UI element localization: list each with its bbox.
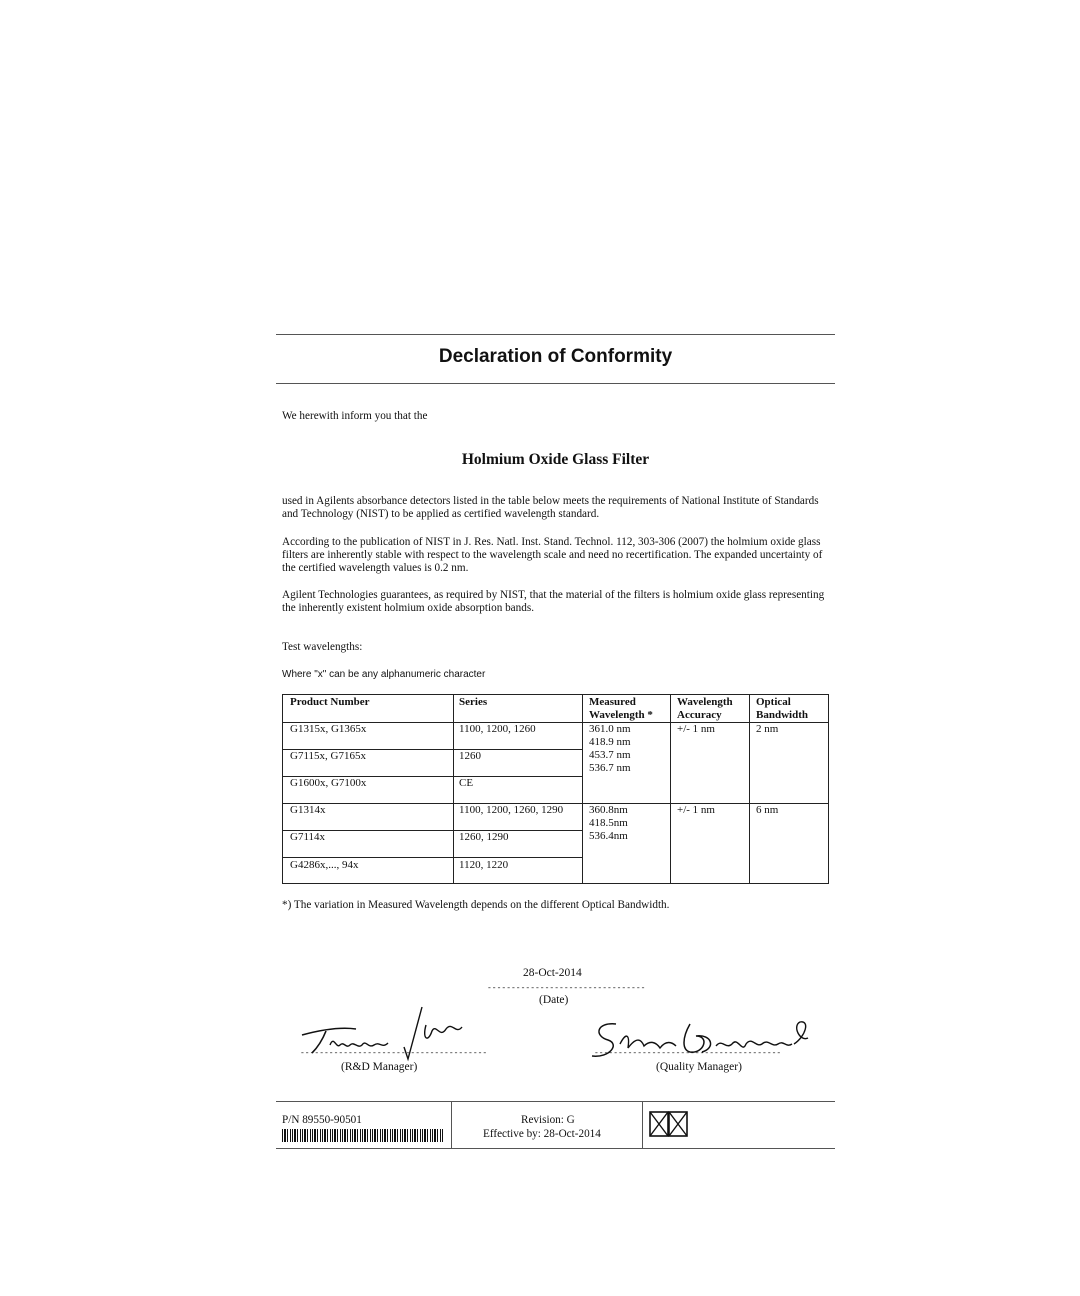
- table-row-product: G7115x, G7165x: [290, 750, 366, 762]
- measured-wavelength: 360.8nm: [589, 804, 628, 816]
- date-value: 28-Oct-2014: [523, 967, 582, 979]
- revision: Revision: G: [521, 1114, 575, 1126]
- barcode: [282, 1129, 444, 1142]
- measured-wavelength: 361.0 nm: [589, 723, 631, 735]
- table-row-series: 1260, 1290: [459, 831, 509, 843]
- test-wavelengths-label: Test wavelengths:: [282, 641, 363, 653]
- table-row-product: G1600x, G7100x: [290, 777, 367, 789]
- table-row-series: CE: [459, 777, 474, 789]
- date-dash-line: ---------------------------------: [487, 984, 646, 993]
- header-bandwidth-1: Optical: [756, 696, 791, 708]
- optical-bandwidth: 2 nm: [756, 723, 779, 735]
- rd-signature-line: ---------------------------------------: [300, 1049, 488, 1058]
- header-bandwidth-2: Bandwidth: [756, 709, 808, 721]
- alphanumeric-note: Where "x" can be any alphanumeric character: [282, 669, 486, 680]
- table-row-series: 1100, 1200, 1260, 1290: [459, 804, 564, 816]
- date-label: (Date): [539, 994, 569, 1006]
- table-row-product: G1315x, G1365x: [290, 723, 367, 735]
- top-rule: [276, 334, 835, 335]
- crossed-boxes-logo: [649, 1111, 689, 1137]
- measured-wavelength: 418.9 nm: [589, 736, 631, 748]
- table-row-product: G4286x,..., 94x: [290, 859, 359, 871]
- header-measured-2: Wavelength *: [589, 709, 653, 721]
- table-row-product: G1314x: [290, 804, 326, 816]
- measured-wavelength: 418.5nm: [589, 817, 628, 829]
- table-row-series: 1120, 1220: [459, 859, 509, 871]
- optical-bandwidth: 6 nm: [756, 804, 779, 816]
- wavelength-table: [282, 694, 829, 884]
- wavelength-accuracy: +/- 1 nm: [677, 723, 715, 735]
- rd-manager-label: (R&D Manager): [341, 1061, 418, 1073]
- qm-signature-line: ---------------------------------------: [594, 1049, 782, 1058]
- measured-wavelength: 536.7 nm: [589, 762, 631, 774]
- header-measured-1: Measured: [589, 696, 636, 708]
- effective-date: Effective by: 28-Oct-2014: [483, 1128, 601, 1140]
- wavelength-accuracy: +/- 1 nm: [677, 804, 715, 816]
- paragraph-publication: According to the publication of NIST in J. Res. Natl. Inst. Stand. Technol. 112, 303-306 (2007) the holmium oxide glass filters are inherently stable with respect to the wavelength scale and need no recertification. The expanded uncertainty of the certified wavelength values is 0.2 nm.: [282, 536, 823, 574]
- header-accuracy-2: Accuracy: [677, 709, 722, 721]
- header-product-number: Product Number: [290, 696, 370, 708]
- paragraph-nist: used in Agilents absorbance detectors listed in the table below meets the requirements of National Institute of Standards and Technology (NIST) to be applied as certified wavelength standard.: [282, 495, 819, 520]
- table-row-series: 1260: [459, 750, 481, 762]
- paragraph-guarantee: Agilent Technologies guarantees, as required by NIST, that the material of the filters is holmium oxide glass representing the inherently existent holmium oxide absorption bands.: [282, 589, 825, 614]
- header-series: Series: [459, 696, 488, 708]
- intro-text: We herewith inform you that the: [282, 410, 428, 422]
- title-rule: [276, 383, 835, 384]
- table-row-series: 1100, 1200, 1260: [459, 723, 536, 735]
- header-accuracy-1: Wavelength: [677, 696, 733, 708]
- part-number: P/N 89550-90501: [282, 1114, 362, 1126]
- declaration-document: [276, 334, 835, 1149]
- footnote: *) The variation in Measured Wavelength depends on the different Optical Bandwidth.: [282, 899, 670, 911]
- footer-top-rule: [276, 1101, 835, 1102]
- product-name: Holmium Oxide Glass Filter: [461, 451, 650, 468]
- quality-manager-label: (Quality Manager): [656, 1061, 742, 1073]
- table-row-product: G7114x: [290, 831, 326, 843]
- measured-wavelength: 453.7 nm: [589, 749, 631, 761]
- footer-bottom-rule: [276, 1148, 835, 1149]
- document-title: Declaration of Conformity: [438, 346, 673, 367]
- measured-wavelength: 536.4nm: [589, 830, 628, 842]
